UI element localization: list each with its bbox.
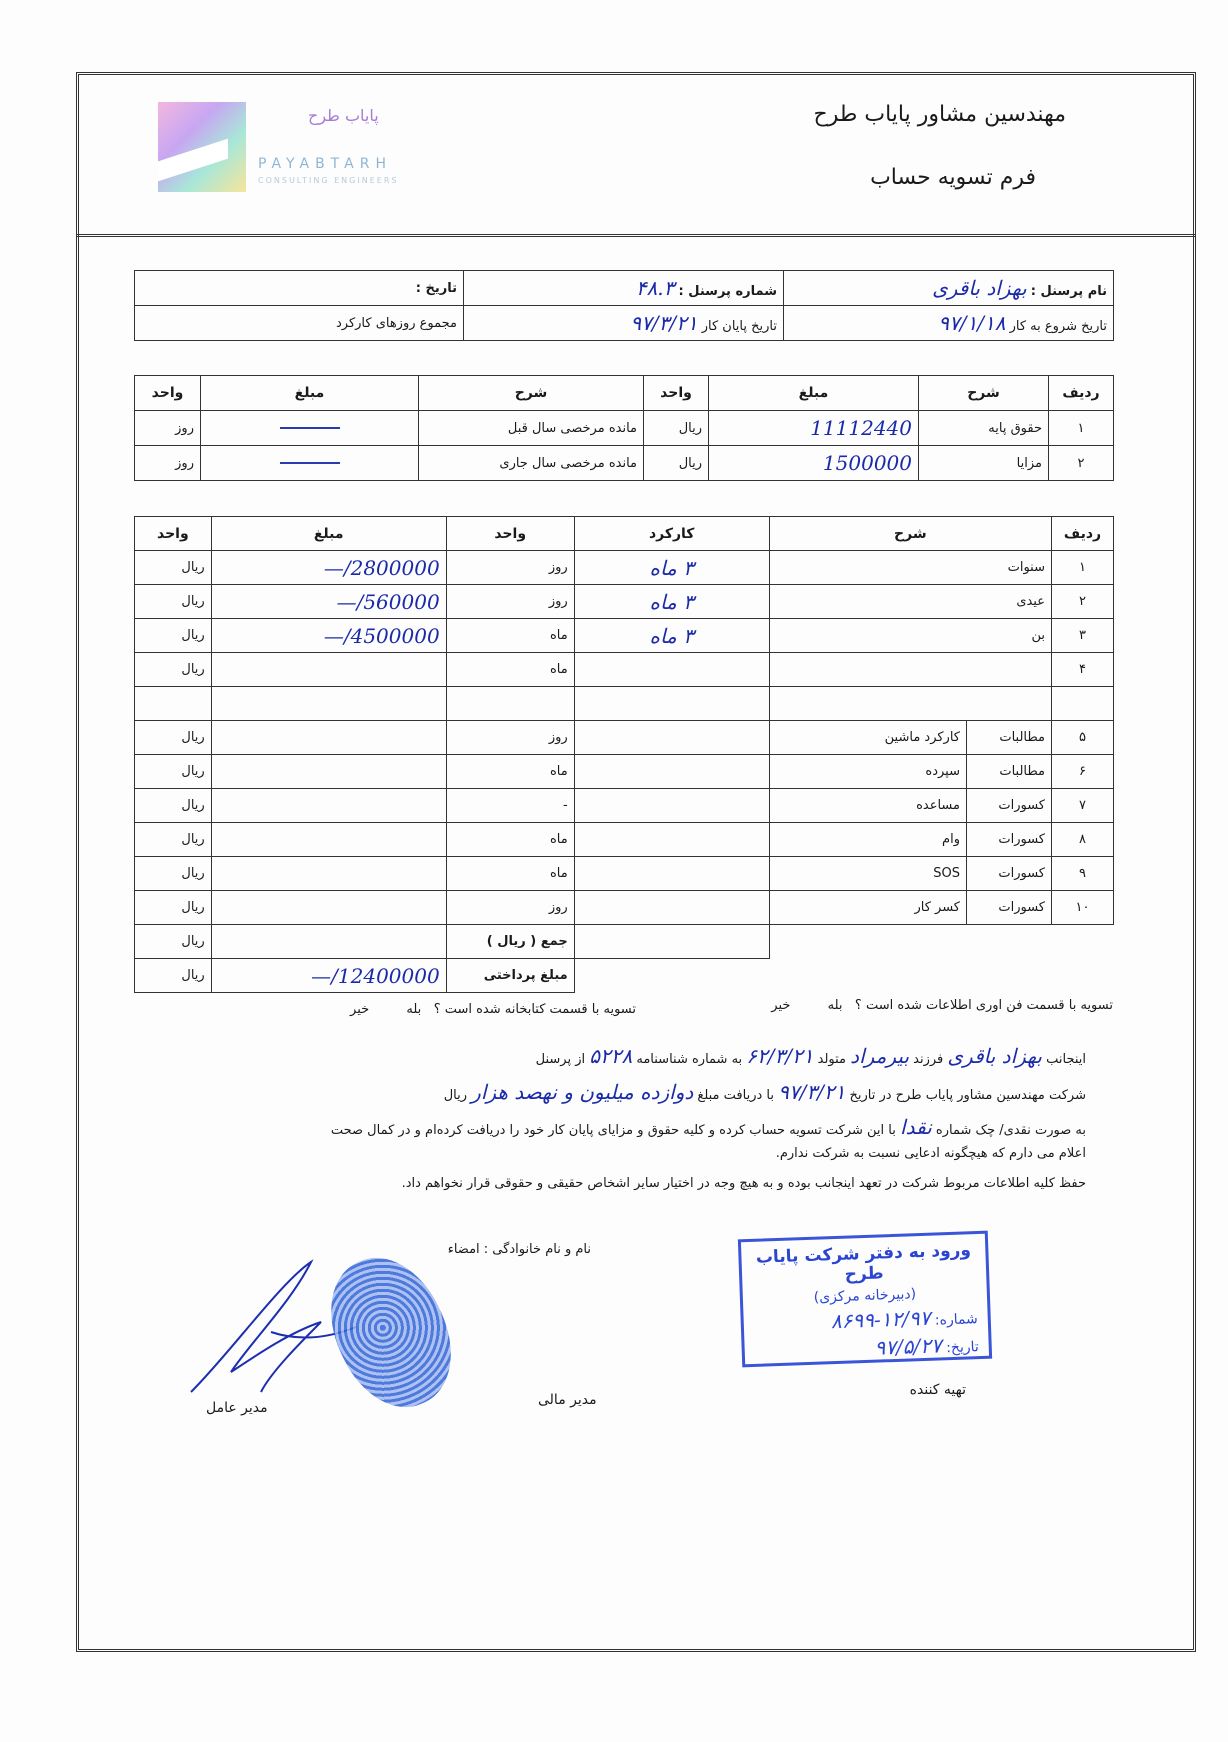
logo-subtitle: CONSULTING ENGINEERS [258,176,399,185]
row-amount: 4500000/— [211,619,446,653]
stamp-subtitle: (دبیرخانه مرکزی) [813,1286,917,1306]
library-yes-option[interactable]: بله [406,1002,422,1017]
row-desc: سنوات [769,551,1051,585]
entry-stamp [738,1231,992,1368]
row-desc: سپرده [769,755,966,789]
start-date-value: ۹۷/۱/۱۸ [938,311,1006,335]
header-cell: شرح [919,376,1049,411]
header-cell: کارکرد [574,517,769,551]
row-work [574,857,769,891]
row-category: کسورات [967,823,1052,857]
row-unit: - [446,789,574,823]
end-date-label: تاریخ پایان کار [701,319,777,334]
table-row [135,446,1114,481]
row-amount: 560000/— [211,585,446,619]
row-category: کسورات [967,891,1052,925]
start-date-label: تاریخ شروع به کار [1009,319,1107,334]
row-index: ۱ [1052,551,1114,585]
table-row [135,789,1114,823]
finance-manager-label: مدیر مالی [538,1392,597,1408]
row-desc: مزایا [919,446,1049,481]
row-amount [211,857,446,891]
row-unit2: ریال [135,619,212,653]
row-desc2: مانده مرخصی سال جاری [419,446,644,481]
empty-dash [280,427,340,429]
row-unit: روز [446,551,574,585]
row-amount: 2800000/— [211,551,446,585]
header-cell: ردیف [1052,517,1114,551]
declaration-line-3: به صورت نقدی/ چک شماره نقدا با این شرکت تسویه حساب کرده و کلیه حقوق و مزایای پایان کار خود را دریافت کرده‌ام و در کمال صحت [330,1115,1086,1139]
it-question: تسویه با قسمت فن اوری اطلاعات شده است ؟ بله خیر [771,998,1113,1013]
table-row [135,823,1114,857]
row-unit: ماه [446,653,574,687]
decl-birth: ۶۲/۳/۲۱ [746,1044,814,1068]
it-yes-option[interactable]: بله [827,998,843,1013]
company-name: مهندسین مشاور پایاب طرح [813,102,1066,127]
personnel-number-cell [464,271,784,306]
logo-text-en: PAYABTARH [258,156,392,172]
total-label: جمع ( ریال ) [446,925,574,959]
workdays-cell [135,306,464,341]
form-title: فرم تسویه حساب [870,165,1036,190]
header-cell: واحد [446,517,574,551]
row-index: ۱ [1049,411,1114,446]
header-cell: مبلغ [709,376,919,411]
decl-father: بیرمراد [850,1044,910,1068]
logo-text-fa: پایاب طرح [308,106,379,125]
declaration-line-2: شرکت مهندسین مشاور پایاب طرح در تاریخ ۹۷/۳/۲۱ با دریافت مبلغ دوازده میلیون و نهصد هزار ریال [443,1080,1086,1104]
table-row [135,551,1114,585]
workdays-label: مجموع روزهای کارکرد [335,315,457,331]
row-work: ۳ ماه [574,585,769,619]
row-unit: ریال [644,411,709,446]
table-row [135,411,1114,446]
row-index: ۷ [1052,789,1114,823]
row-unit: روز [446,721,574,755]
decl-id: ۵۲۲۸ [589,1044,633,1068]
logo-mark-icon [158,102,246,192]
row-index: ۱۰ [1052,891,1114,925]
decl-name: بهزاد باقری [947,1044,1042,1068]
personnel-name-value: بهزاد باقری [932,276,1027,300]
row-amount: 11112440 [709,411,919,446]
row-work [574,755,769,789]
header-cell: مبلغ [201,376,419,411]
library-question: تسویه با قسمت کتابخانه شده است ؟ بله خیر [350,1002,636,1017]
row-category: کسورات [967,857,1052,891]
table-row [135,755,1114,789]
signature-label: نام و نام خانوادگی : امضاء [447,1242,591,1257]
row-category: مطالبات [967,721,1052,755]
company-logo [158,102,458,202]
header-cell: شرح [419,376,644,411]
row-unit: ماه [446,755,574,789]
row-index: ۳ [1052,619,1114,653]
row-unit2: روز [135,411,201,446]
row-unit2: روز [135,446,201,481]
row-amount [211,891,446,925]
row-amount: 1500000 [709,446,919,481]
stamp-date: ۹۷/۵/۲۷ [874,1333,943,1360]
row-index: ۴ [1052,653,1114,687]
row-unit2: ریال [135,789,212,823]
row-desc2: مانده مرخصی سال قبل [419,411,644,446]
ceo-label: مدیر عامل [206,1400,268,1416]
table-row [135,585,1114,619]
row-desc: حقوق پایه [919,411,1049,446]
stamp-title: ورود به دفتر شرکت پایاب طرح [755,1240,972,1285]
table-row [135,891,1114,925]
row-amount [211,823,446,857]
payable-row [135,959,1114,993]
table-row [135,653,1114,687]
header-cell: ردیف [1049,376,1114,411]
row-unit2: ریال [135,653,212,687]
settlement-table [134,516,1114,993]
stamp-date-row: تاریخ: ۹۷/۵/۲۷ [874,1333,980,1360]
start-date-cell [784,306,1114,341]
form-header [76,72,1196,237]
personnel-number-label: شماره پرسنل : [678,284,777,299]
row-desc: بن [769,619,1051,653]
personnel-name-label: نام پرسنل : [1030,284,1107,299]
header-cell: واحد [644,376,709,411]
total-amount [211,925,446,959]
payable-unit: ریال [135,959,212,993]
total-row [135,925,1114,959]
row-unit2: ریال [135,891,212,925]
salary-table [134,375,1114,481]
declaration-line-5: حفظ کلیه اطلاعات مربوط شرکت در تعهد اینجانب بوده و به هیچ وجه در اختیار سایر اشخاص حقیقی و حقوقی قرار نخواهم داد. [401,1176,1086,1191]
row-amount [211,789,446,823]
row-category: مطالبات [967,755,1052,789]
row-amount [211,721,446,755]
header-cell: واحد [135,376,201,411]
row-amount [211,755,446,789]
row-work: ۳ ماه [574,551,769,585]
payable-value: 12400000/— [211,959,446,993]
row-unit2: ریال [135,823,212,857]
row-desc: وام [769,823,966,857]
it-no-option[interactable]: خیر [771,998,791,1013]
decl-date: ۹۷/۳/۲۱ [778,1080,846,1104]
total-work [574,925,769,959]
row-desc: عیدی [769,585,1051,619]
personnel-number-value: ۴۸.۳ [635,276,675,300]
row-unit: روز [446,585,574,619]
end-date-value: ۹۷/۳/۲۱ [630,311,698,335]
personnel-table [134,270,1114,341]
stamp-number: ۱۲/۹۷-۸۶۹۹ [830,1305,931,1334]
row-amount2 [201,446,419,481]
row-unit: روز [446,891,574,925]
row-desc [769,653,1051,687]
row-work: ۳ ماه [574,619,769,653]
row-desc: کسر کار [769,891,966,925]
declaration-line-4: اعلام می دارم که هیچگونه ادعایی نسبت به شرکت ندارم. [775,1146,1086,1161]
table-row [135,619,1114,653]
row-unit2: ریال [135,857,212,891]
settlement-form [76,72,1196,1652]
header-cell: شرح [769,517,1051,551]
row-unit2: ریال [135,551,212,585]
row-work [574,823,769,857]
header-cell: واحد [135,517,212,551]
stamp-number-row: شماره: ۱۲/۹۷-۸۶۹۹ [830,1305,979,1334]
row-index: ۶ [1052,755,1114,789]
date-label: تاریخ : [415,280,457,296]
table-row [135,721,1114,755]
table-row-blank [135,687,1114,721]
row-unit: ماه [446,619,574,653]
empty-dash [280,462,340,464]
payable-label: مبلغ پرداختی [446,959,574,993]
date-cell [135,271,464,306]
row-category: کسورات [967,789,1052,823]
row-index: ۲ [1049,446,1114,481]
end-date-cell [464,306,784,341]
decl-amount: دوازده میلیون و نهصد هزار [471,1080,694,1104]
row-work [574,789,769,823]
row-unit2: ریال [135,755,212,789]
row-work [574,891,769,925]
row-work [574,721,769,755]
preparer-label: تهیه کننده [909,1382,966,1398]
row-desc: کارکرد ماشین [769,721,966,755]
row-unit2: ریال [135,585,212,619]
row-index: ۹ [1052,857,1114,891]
table-row [135,857,1114,891]
total-unit: ریال [135,925,212,959]
row-index: ۲ [1052,585,1114,619]
row-work [574,653,769,687]
decl-cash: نقدا [900,1115,932,1139]
row-index: ۸ [1052,823,1114,857]
row-unit: ریال [644,446,709,481]
row-index: ۵ [1052,721,1114,755]
row-amount [211,653,446,687]
library-no-option[interactable]: خیر [350,1002,370,1017]
personnel-name-cell [784,271,1114,306]
row-unit2: ریال [135,721,212,755]
declaration-line-1: اینجانب بهزاد باقری فرزند بیرمراد متولد ۶۲/۳/۲۱ به شماره شناسنامه ۵۲۲۸ از پرسنل [535,1044,1086,1068]
row-unit: ماه [446,823,574,857]
row-unit: ماه [446,857,574,891]
row-amount2 [201,411,419,446]
row-desc: SOS [769,857,966,891]
header-cell: مبلغ [211,517,446,551]
row-desc: مساعده [769,789,966,823]
